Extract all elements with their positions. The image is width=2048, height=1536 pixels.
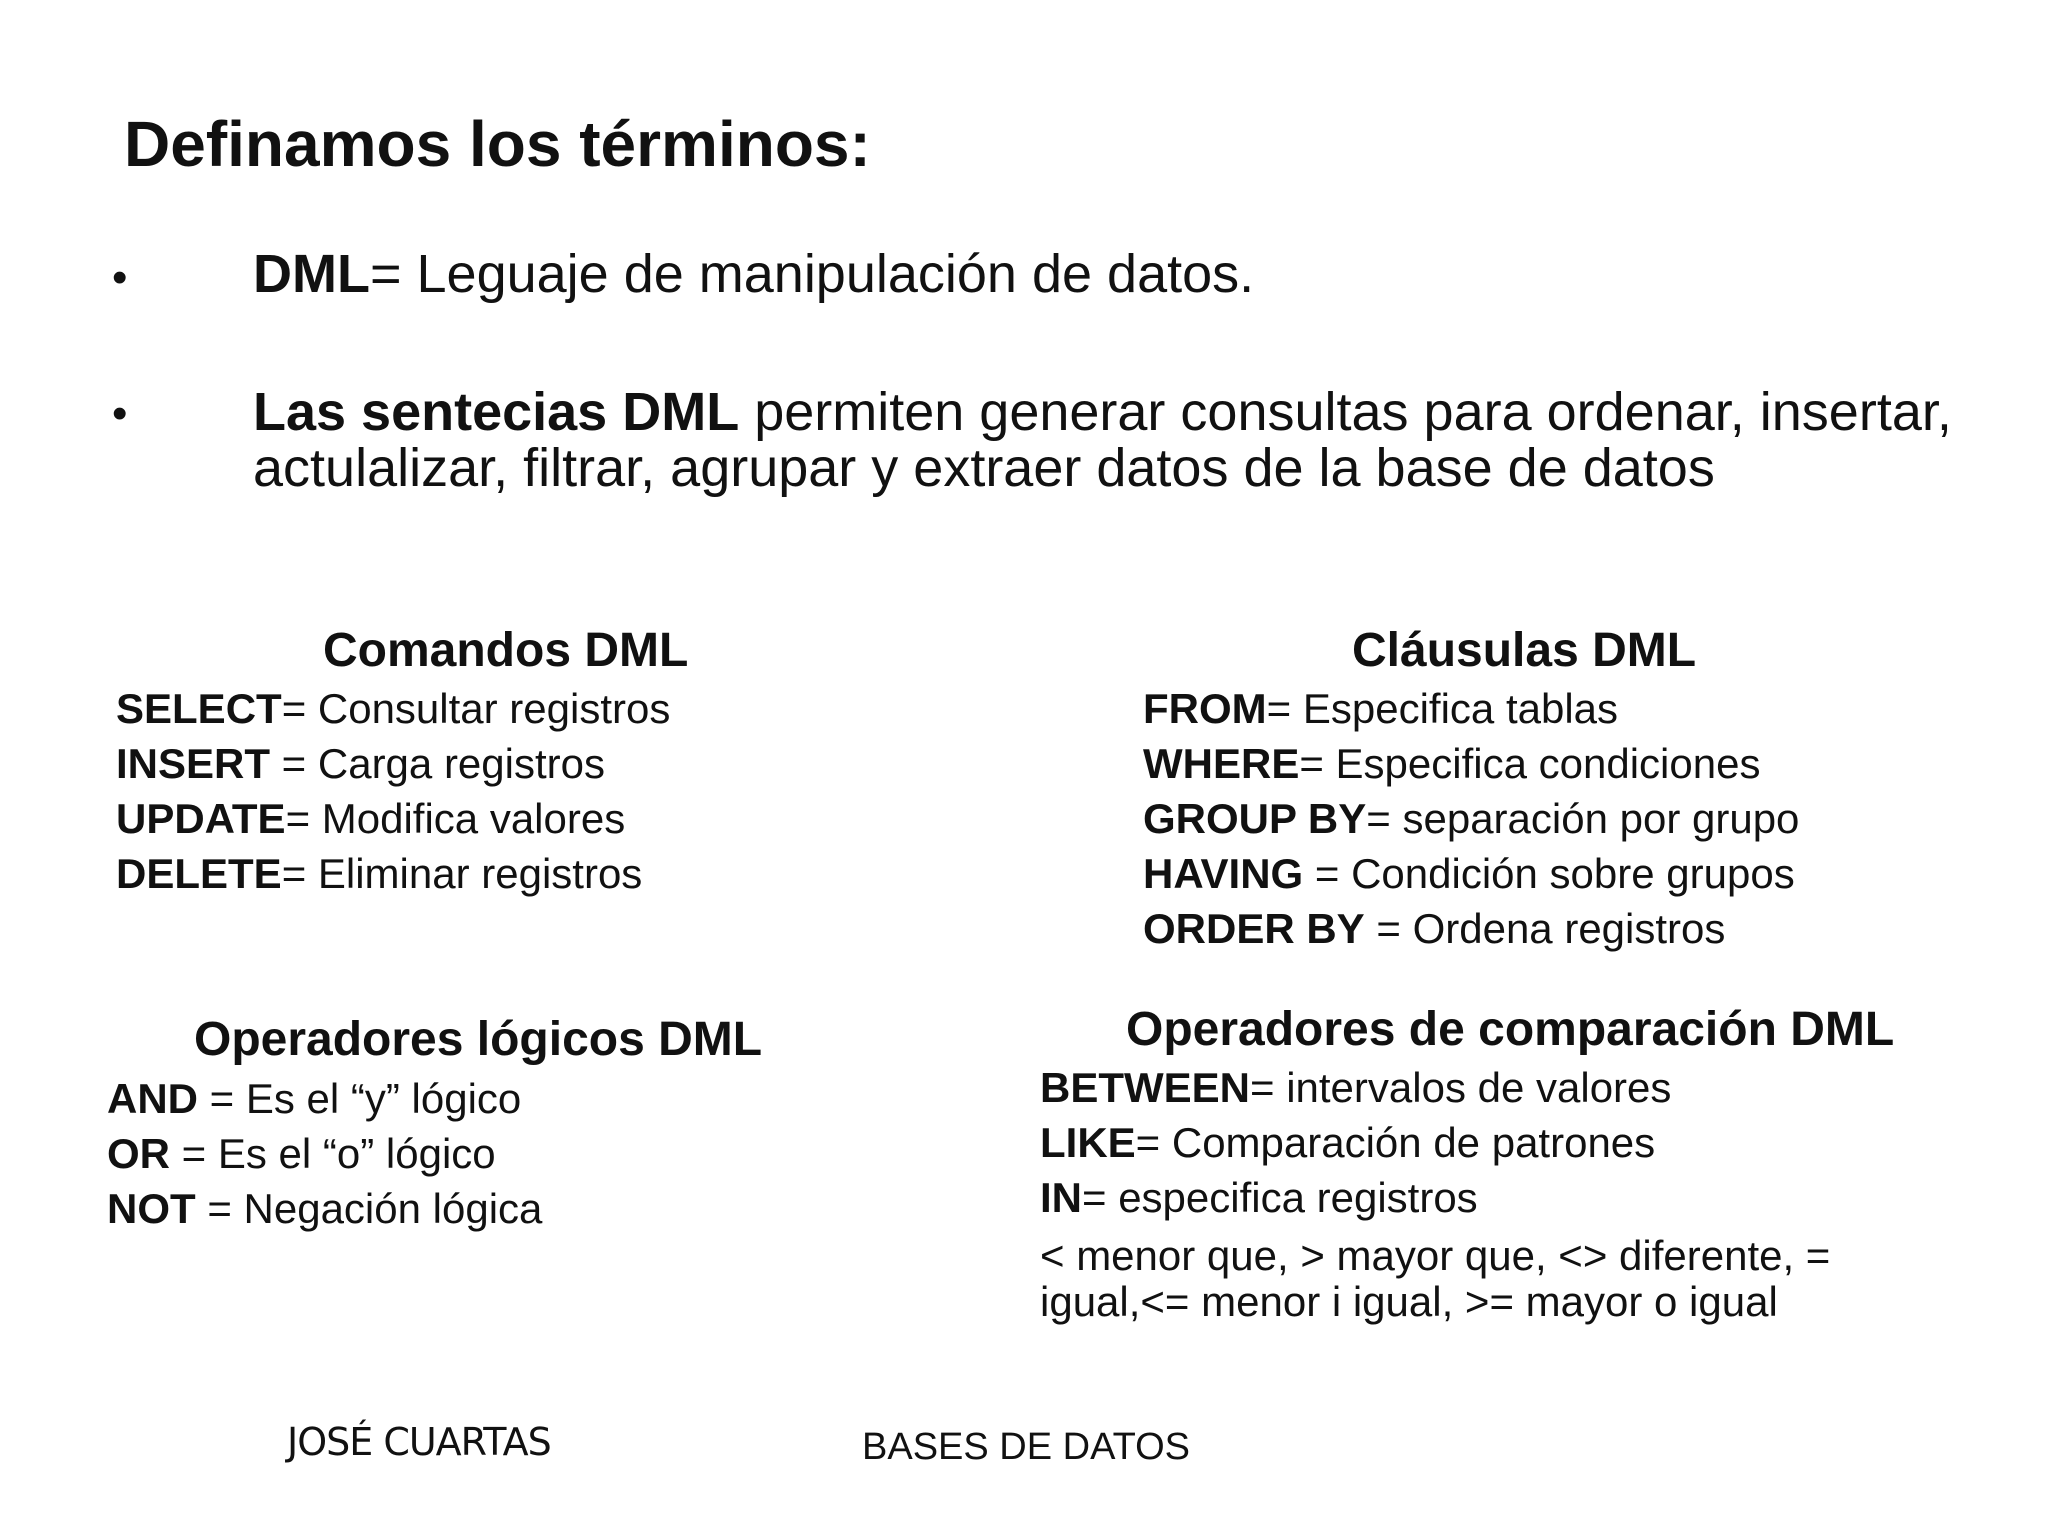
logical-operator-item: [107, 1181, 542, 1236]
operator-key: NOT: [107, 1185, 196, 1232]
comparison-operator-item: [1040, 1170, 1671, 1225]
operator-key: LIKE: [1040, 1119, 1136, 1166]
clause-desc: = Especifica condiciones: [1299, 740, 1761, 787]
command-desc: = Carga registros: [270, 740, 605, 787]
bullet-term: DML: [253, 244, 370, 304]
command-key: DELETE: [116, 850, 282, 897]
slide-title: Definamos los términos:: [124, 108, 871, 180]
comparison-operator-item: [1040, 1060, 1671, 1115]
clauses-heading: Cláusulas DML: [1352, 624, 1697, 677]
logical-operator-item: [107, 1071, 542, 1126]
command-item: [116, 791, 670, 846]
clause-key: FROM: [1143, 685, 1267, 732]
logical-operators-list: [107, 1071, 542, 1236]
comparison-operators-heading: Operadores de comparación DML: [1126, 1003, 1895, 1056]
operator-desc: = intervalos de valores: [1250, 1064, 1672, 1111]
bullet-definition: = Leguaje de manipulación de datos.: [369, 244, 1255, 304]
command-item: [116, 846, 670, 901]
clause-desc: = Condición sobre grupos: [1303, 850, 1795, 897]
commands-heading: Comandos DML: [323, 624, 689, 677]
bullet-dml-definition: [253, 246, 1254, 302]
command-item: [116, 736, 670, 791]
command-item: [116, 681, 670, 736]
command-desc: = Modifica valores: [285, 795, 626, 842]
operator-key: OR: [107, 1130, 170, 1177]
clause-item: [1143, 901, 1799, 956]
operator-desc: = Comparación de patrones: [1135, 1119, 1656, 1166]
clause-desc: = Ordena registros: [1364, 905, 1726, 952]
operator-desc: = especifica registros: [1082, 1174, 1478, 1221]
command-key: INSERT: [116, 740, 271, 787]
clause-desc: = Especifica tablas: [1266, 685, 1619, 732]
clause-item: [1143, 736, 1799, 791]
footer-author: JOSÉ CUARTAS: [287, 1420, 551, 1464]
comparison-operators-list: [1040, 1060, 1671, 1225]
clause-desc: = separación por grupo: [1366, 795, 1800, 842]
operator-key: AND: [107, 1075, 198, 1122]
bullet-term: Las sentecias DML: [253, 382, 740, 442]
clauses-list: [1143, 681, 1799, 956]
operator-desc: = Es el “y” lógico: [198, 1075, 522, 1122]
clause-key: GROUP BY: [1143, 795, 1367, 842]
clause-key: HAVING: [1143, 850, 1304, 897]
bullet-dot: •: [112, 253, 128, 302]
comparison-symbols-text: < menor que, > mayor que, <> diferente, = igual,<= menor i igual, >= mayor o igual: [1040, 1232, 1831, 1325]
clause-item: [1143, 846, 1799, 901]
clause-key: ORDER BY: [1143, 905, 1365, 952]
bullet-dot: •: [112, 389, 128, 438]
clause-item: [1143, 791, 1799, 846]
commands-list: [116, 681, 670, 901]
operator-desc: = Negación lógica: [195, 1185, 543, 1232]
operator-key: BETWEEN: [1040, 1064, 1250, 1111]
comparison-operator-item: [1040, 1115, 1671, 1170]
operator-key: IN: [1040, 1174, 1082, 1221]
bullet-dml-sentences: [253, 384, 1973, 496]
footer-course: BASES DE DATOS: [862, 1426, 1191, 1468]
logical-operator-item: [107, 1126, 542, 1181]
logical-operators-heading: Operadores lógicos DML: [194, 1013, 763, 1066]
command-key: UPDATE: [116, 795, 286, 842]
command-desc: = Eliminar registros: [281, 850, 643, 897]
operator-desc: = Es el “o” lógico: [170, 1130, 496, 1177]
command-key: SELECT: [116, 685, 282, 732]
clause-key: WHERE: [1143, 740, 1300, 787]
clause-item: [1143, 681, 1799, 736]
bullet-definition: permiten generar consultas para ordenar, insertar, actulalizar, filtrar, agrupar y extraer datos de la base de datos: [253, 382, 1952, 498]
command-desc: = Consultar registros: [281, 685, 671, 732]
